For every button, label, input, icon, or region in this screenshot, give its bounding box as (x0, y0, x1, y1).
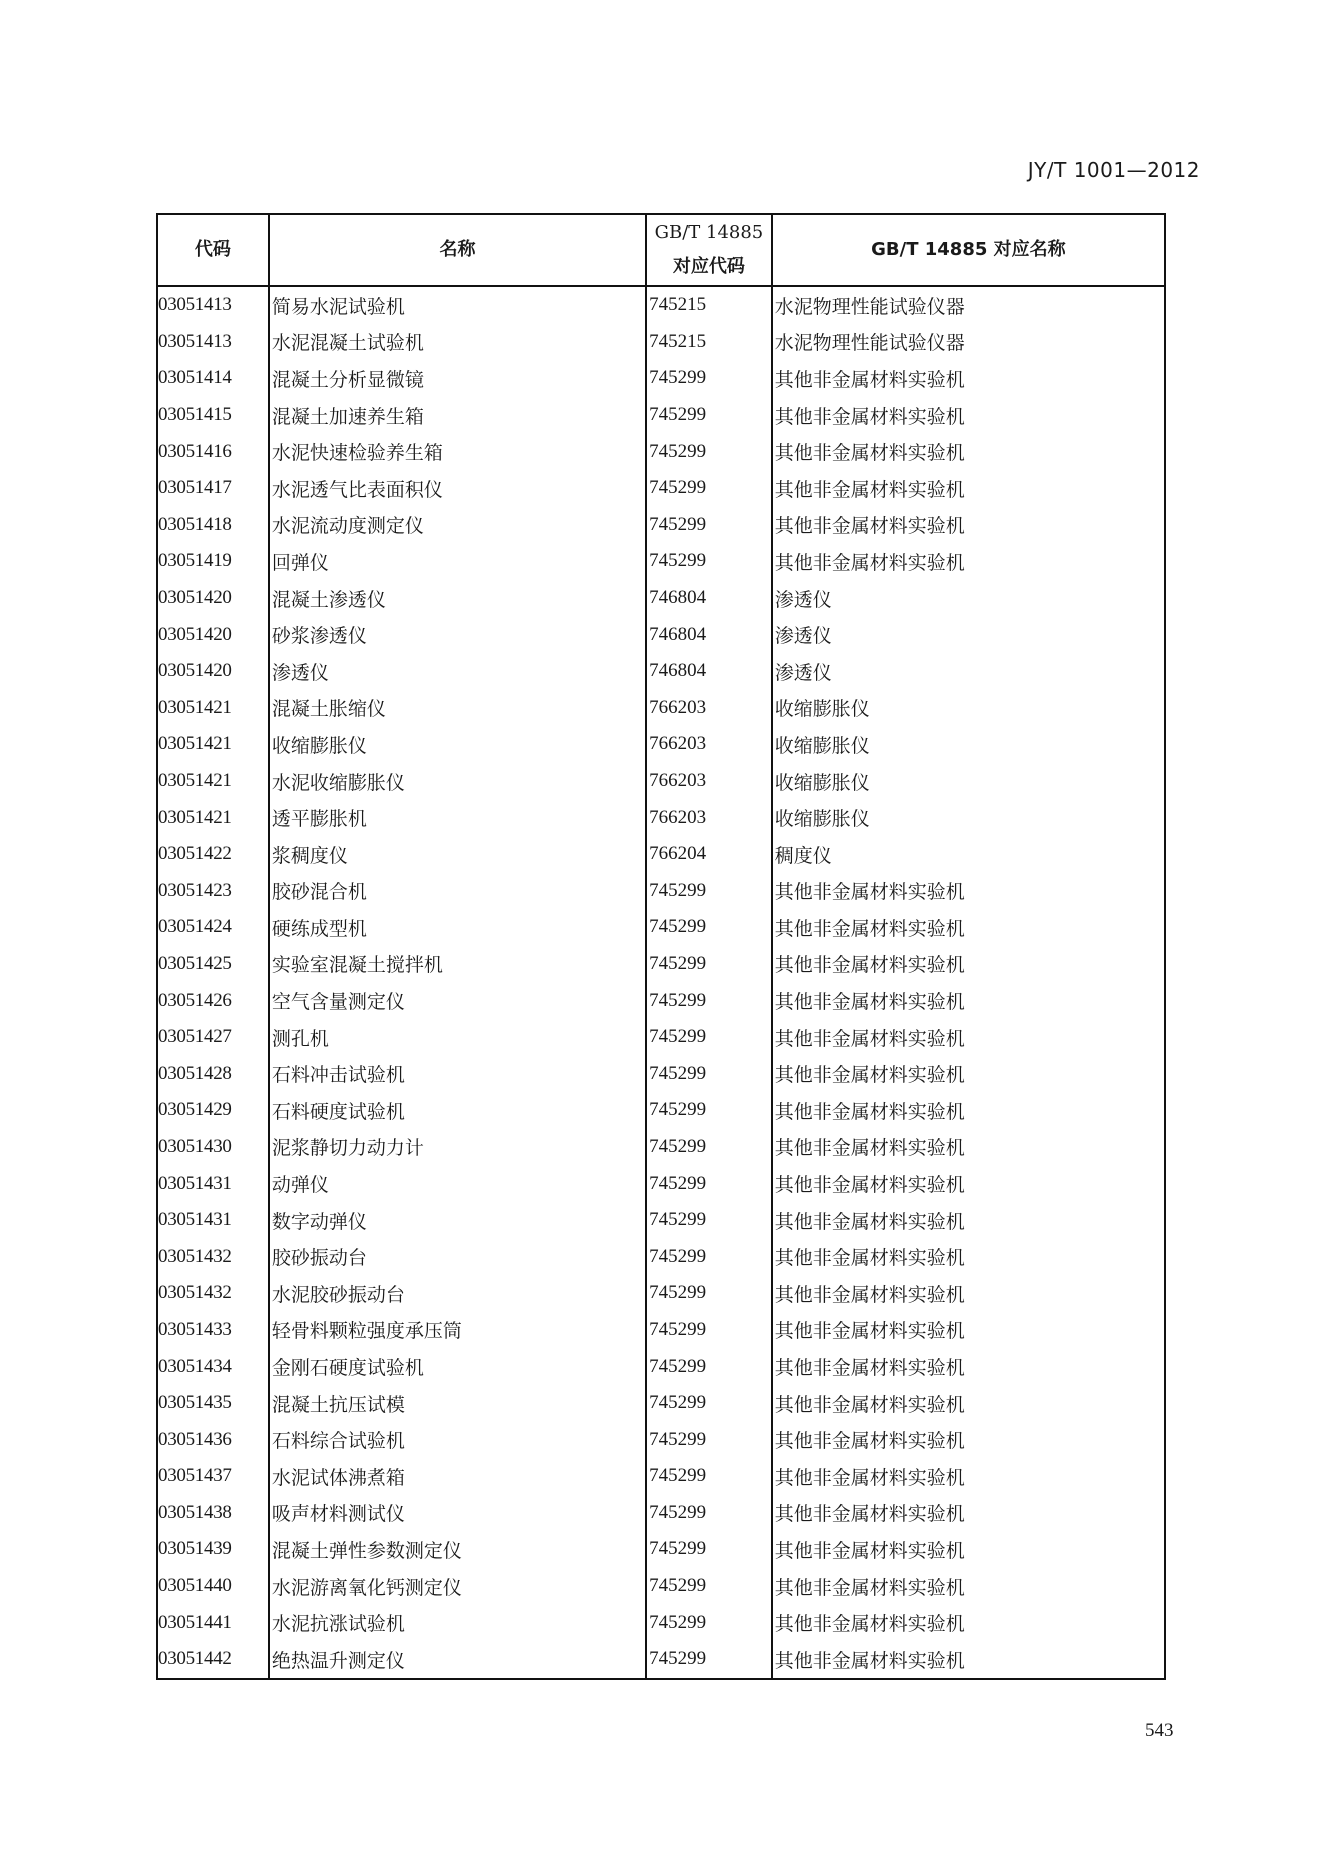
cell-name: 硬练成型机 (269, 909, 646, 946)
cell-name: 水泥流动度测定仪 (269, 507, 646, 544)
cell-code: 03051424 (157, 909, 269, 946)
cell-gb-name: 其他非金属材料实验机 (772, 507, 1165, 544)
table-row (157, 909, 1165, 946)
cell-code: 03051432 (157, 1238, 269, 1275)
cell-gb-code: 745299 (646, 1348, 772, 1385)
cell-gb-code: 745299 (646, 397, 772, 434)
table-row (157, 543, 1165, 580)
cell-name: 透平膨胀机 (269, 799, 646, 836)
cell-gb-name: 水泥物理性能试验仪器 (772, 286, 1165, 324)
cell-code: 03051442 (157, 1641, 269, 1679)
cell-name: 吸声材料测试仪 (269, 1495, 646, 1532)
cell-gb-code: 745299 (646, 982, 772, 1019)
cell-name: 水泥游离氧化钙测定仪 (269, 1568, 646, 1605)
column-header-gb-code-line1: GB/T 14885 (654, 222, 764, 243)
cell-name: 胶砂混合机 (269, 873, 646, 910)
table-row (157, 1385, 1165, 1422)
cell-gb-name: 其他非金属材料实验机 (772, 470, 1165, 507)
cell-gb-code: 745299 (646, 1202, 772, 1239)
column-header-gb-code (646, 214, 772, 286)
cell-gb-name: 其他非金属材料实验机 (772, 1092, 1165, 1129)
cell-gb-code: 745299 (646, 873, 772, 910)
cell-code: 03051441 (157, 1604, 269, 1641)
table-body (157, 286, 1165, 1679)
table-row (157, 1202, 1165, 1239)
cell-gb-code: 745299 (646, 1604, 772, 1641)
cell-gb-name: 其他非金属材料实验机 (772, 1531, 1165, 1568)
table-row (157, 690, 1165, 727)
column-header-gb-name: GB/T 14885 对应名称 (772, 214, 1165, 286)
cell-gb-code: 746804 (646, 653, 772, 690)
cell-code: 03051431 (157, 1165, 269, 1202)
cell-name: 泥浆静切力动力计 (269, 1129, 646, 1166)
table-row (157, 1568, 1165, 1605)
table-row (157, 507, 1165, 544)
cell-code: 03051415 (157, 397, 269, 434)
cell-gb-code: 766203 (646, 763, 772, 800)
column-header-gb-code-line2: 对应代码 (672, 256, 745, 277)
cell-name: 水泥收缩膨胀仪 (269, 763, 646, 800)
cell-gb-name: 其他非金属材料实验机 (772, 1165, 1165, 1202)
cell-name: 空气含量测定仪 (269, 982, 646, 1019)
cell-name: 水泥混凝土试验机 (269, 324, 646, 361)
cell-code: 03051426 (157, 982, 269, 1019)
table-row (157, 1495, 1165, 1532)
cell-code: 03051427 (157, 1019, 269, 1056)
cell-gb-name: 收缩膨胀仪 (772, 799, 1165, 836)
cell-name: 金刚石硬度试验机 (269, 1348, 646, 1385)
cell-gb-name: 收缩膨胀仪 (772, 763, 1165, 800)
table-row (157, 1641, 1165, 1679)
table-row (157, 1348, 1165, 1385)
cell-gb-name: 其他非金属材料实验机 (772, 1641, 1165, 1679)
cell-code: 03051440 (157, 1568, 269, 1605)
cell-gb-code: 745299 (646, 507, 772, 544)
cell-name: 石料硬度试验机 (269, 1092, 646, 1129)
cell-gb-code: 745299 (646, 1129, 772, 1166)
cell-code: 03051425 (157, 946, 269, 983)
standard-code: JY/T 1001—2012 (1027, 158, 1200, 182)
cell-gb-name: 其他非金属材料实验机 (772, 1421, 1165, 1458)
cell-name: 收缩膨胀仪 (269, 726, 646, 763)
cell-gb-name: 其他非金属材料实验机 (772, 1385, 1165, 1422)
cell-gb-name: 渗透仪 (772, 616, 1165, 653)
cell-name: 实验室混凝土搅拌机 (269, 946, 646, 983)
cell-name: 回弹仪 (269, 543, 646, 580)
cell-code: 03051421 (157, 690, 269, 727)
cell-name: 混凝土弹性参数测定仪 (269, 1531, 646, 1568)
cell-gb-code: 745215 (646, 324, 772, 361)
cell-gb-code: 745299 (646, 1165, 772, 1202)
cell-gb-name: 其他非金属材料实验机 (772, 946, 1165, 983)
cell-code: 03051438 (157, 1495, 269, 1532)
table-row (157, 1312, 1165, 1349)
cell-gb-name: 其他非金属材料实验机 (772, 1458, 1165, 1495)
cell-name: 水泥快速检验养生箱 (269, 433, 646, 470)
table-row (157, 946, 1165, 983)
cell-code: 03051414 (157, 360, 269, 397)
cell-gb-code: 745299 (646, 1275, 772, 1312)
cell-gb-name: 收缩膨胀仪 (772, 726, 1165, 763)
cell-code: 03051431 (157, 1202, 269, 1239)
cell-name: 数字动弹仪 (269, 1202, 646, 1239)
cell-name: 石料冲击试验机 (269, 1055, 646, 1092)
cell-code: 03051421 (157, 799, 269, 836)
cell-gb-name: 稠度仪 (772, 836, 1165, 873)
cell-name: 混凝土胀缩仪 (269, 690, 646, 727)
table-row (157, 360, 1165, 397)
cell-gb-code: 745299 (646, 1641, 772, 1679)
table-row (157, 1458, 1165, 1495)
cell-code: 03051418 (157, 507, 269, 544)
cell-name: 轻骨料颗粒强度承压筒 (269, 1312, 646, 1349)
table-row (157, 616, 1165, 653)
cell-code: 03051436 (157, 1421, 269, 1458)
cell-gb-code: 745299 (646, 470, 772, 507)
cell-code: 03051437 (157, 1458, 269, 1495)
cell-gb-code: 745299 (646, 1385, 772, 1422)
cell-name: 水泥胶砂振动台 (269, 1275, 646, 1312)
cell-gb-name: 渗透仪 (772, 653, 1165, 690)
cell-gb-code: 745299 (646, 1568, 772, 1605)
table-row (157, 799, 1165, 836)
table-row (157, 286, 1165, 324)
cell-gb-code: 745299 (646, 1019, 772, 1056)
cell-gb-name: 渗透仪 (772, 580, 1165, 617)
cell-name: 混凝土分析显微镜 (269, 360, 646, 397)
cell-code: 03051422 (157, 836, 269, 873)
page-number: 543 (1145, 1720, 1174, 1741)
table-header-row (157, 214, 1165, 286)
cell-name: 浆稠度仪 (269, 836, 646, 873)
cell-gb-name: 其他非金属材料实验机 (772, 1312, 1165, 1349)
table-row (157, 982, 1165, 1019)
table-row (157, 1129, 1165, 1166)
cell-code: 03051417 (157, 470, 269, 507)
table-row (157, 1238, 1165, 1275)
cell-name: 混凝土抗压试模 (269, 1385, 646, 1422)
cell-gb-code: 745299 (646, 1421, 772, 1458)
cell-gb-code: 745299 (646, 1092, 772, 1129)
cell-gb-code: 766203 (646, 726, 772, 763)
cell-gb-name: 其他非金属材料实验机 (772, 1275, 1165, 1312)
cell-name: 水泥透气比表面积仪 (269, 470, 646, 507)
cell-code: 03051420 (157, 616, 269, 653)
cell-gb-name: 其他非金属材料实验机 (772, 397, 1165, 434)
cell-code: 03051423 (157, 873, 269, 910)
cell-code: 03051439 (157, 1531, 269, 1568)
cell-gb-code: 766203 (646, 690, 772, 727)
cell-gb-name: 其他非金属材料实验机 (772, 1019, 1165, 1056)
table-row (157, 1531, 1165, 1568)
cell-gb-code: 745299 (646, 360, 772, 397)
cell-code: 03051435 (157, 1385, 269, 1422)
cell-code: 03051429 (157, 1092, 269, 1129)
cell-gb-name: 其他非金属材料实验机 (772, 1202, 1165, 1239)
cell-gb-name: 其他非金属材料实验机 (772, 1238, 1165, 1275)
cell-gb-name: 其他非金属材料实验机 (772, 1568, 1165, 1605)
cell-gb-code: 746804 (646, 616, 772, 653)
cell-name: 动弹仪 (269, 1165, 646, 1202)
table-row (157, 1165, 1165, 1202)
table-row (157, 397, 1165, 434)
cell-name: 砂浆渗透仪 (269, 616, 646, 653)
cell-gb-name: 其他非金属材料实验机 (772, 360, 1165, 397)
table-row (157, 1275, 1165, 1312)
cell-gb-name: 其他非金属材料实验机 (772, 433, 1165, 470)
table-row (157, 324, 1165, 361)
cell-gb-code: 745299 (646, 1531, 772, 1568)
cell-code: 03051419 (157, 543, 269, 580)
table-row (157, 580, 1165, 617)
cell-code: 03051420 (157, 580, 269, 617)
cell-code: 03051416 (157, 433, 269, 470)
cell-code: 03051421 (157, 763, 269, 800)
table-row (157, 1604, 1165, 1641)
cell-name: 水泥试体沸煮箱 (269, 1458, 646, 1495)
cell-code: 03051432 (157, 1275, 269, 1312)
cell-gb-code: 745299 (646, 1458, 772, 1495)
cell-gb-name: 其他非金属材料实验机 (772, 909, 1165, 946)
cell-gb-code: 745299 (646, 909, 772, 946)
cell-name: 测孔机 (269, 1019, 646, 1056)
cell-gb-name: 收缩膨胀仪 (772, 690, 1165, 727)
table-row (157, 1019, 1165, 1056)
table-row (157, 726, 1165, 763)
cell-code: 03051420 (157, 653, 269, 690)
table-row (157, 433, 1165, 470)
cell-gb-name: 水泥物理性能试验仪器 (772, 324, 1165, 361)
cell-gb-code: 745299 (646, 543, 772, 580)
cell-code: 03051413 (157, 286, 269, 324)
equipment-code-table (156, 213, 1166, 1680)
cell-code: 03051421 (157, 726, 269, 763)
cell-gb-code: 745299 (646, 1312, 772, 1349)
cell-code: 03051430 (157, 1129, 269, 1166)
table-row (157, 1055, 1165, 1092)
table-row (157, 1421, 1165, 1458)
column-header-code: 代码 (157, 214, 269, 286)
cell-code: 03051433 (157, 1312, 269, 1349)
cell-gb-code: 766203 (646, 799, 772, 836)
cell-gb-name: 其他非金属材料实验机 (772, 1348, 1165, 1385)
cell-name: 简易水泥试验机 (269, 286, 646, 324)
cell-code: 03051413 (157, 324, 269, 361)
cell-gb-name: 其他非金属材料实验机 (772, 1129, 1165, 1166)
cell-code: 03051428 (157, 1055, 269, 1092)
cell-name: 混凝土渗透仪 (269, 580, 646, 617)
cell-gb-name: 其他非金属材料实验机 (772, 873, 1165, 910)
cell-gb-name: 其他非金属材料实验机 (772, 982, 1165, 1019)
table-row (157, 873, 1165, 910)
cell-name: 胶砂振动台 (269, 1238, 646, 1275)
cell-name: 水泥抗涨试验机 (269, 1604, 646, 1641)
cell-code: 03051434 (157, 1348, 269, 1385)
cell-name: 石料综合试验机 (269, 1421, 646, 1458)
column-header-name: 名称 (269, 214, 646, 286)
table-row (157, 763, 1165, 800)
cell-gb-code: 745299 (646, 433, 772, 470)
cell-gb-code: 745299 (646, 1055, 772, 1092)
cell-gb-code: 746804 (646, 580, 772, 617)
table-row (157, 836, 1165, 873)
cell-name: 混凝土加速养生箱 (269, 397, 646, 434)
cell-name: 绝热温升测定仪 (269, 1641, 646, 1679)
cell-gb-code: 745299 (646, 1495, 772, 1532)
cell-gb-name: 其他非金属材料实验机 (772, 1055, 1165, 1092)
cell-gb-name: 其他非金属材料实验机 (772, 1604, 1165, 1641)
table-row (157, 653, 1165, 690)
cell-gb-code: 745299 (646, 1238, 772, 1275)
cell-gb-code: 745215 (646, 286, 772, 324)
cell-gb-name: 其他非金属材料实验机 (772, 543, 1165, 580)
cell-gb-code: 745299 (646, 946, 772, 983)
cell-gb-code: 766204 (646, 836, 772, 873)
cell-gb-name: 其他非金属材料实验机 (772, 1495, 1165, 1532)
table-row (157, 1092, 1165, 1129)
table-row (157, 470, 1165, 507)
cell-name: 渗透仪 (269, 653, 646, 690)
